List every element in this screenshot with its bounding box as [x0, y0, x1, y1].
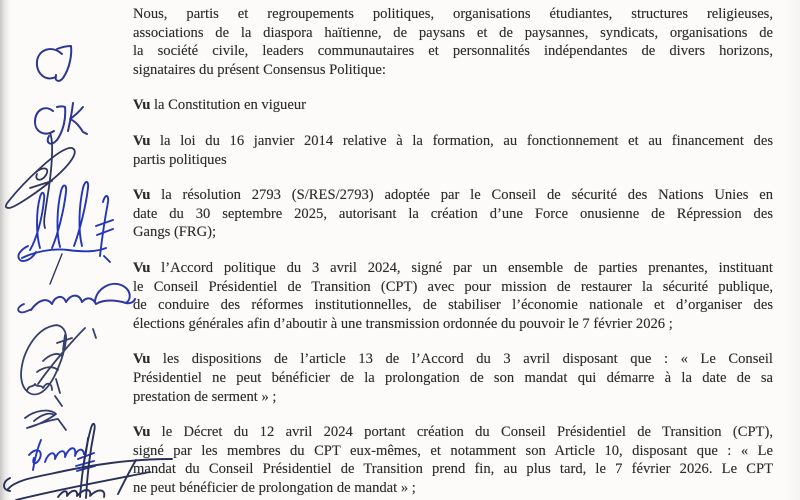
- vu-keyword: Vu: [133, 351, 151, 368]
- clause-text: le Décret du 12 avril 2024 portant création du Conseil Présidentiel de Transition (CPT),: [161, 424, 773, 441]
- vu-keyword: Vu: [133, 132, 151, 149]
- text-line: Présidentiel ne peut bénéficier de la prolongation de son mandat qui démarre à la date de sa: [133, 369, 773, 386]
- vu-keyword: Vu: [133, 97, 151, 114]
- signature-kolek: [29, 438, 95, 471]
- text-line: prestation de serment » ;: [133, 388, 277, 405]
- clause-text: les dispositions de l’article 13 de l’Accord du 3 avril disposant que : « Le Conseil: [162, 351, 773, 368]
- clause-vu-constitution: [133, 96, 773, 115]
- clause-vu-accord-3-avril: [133, 259, 773, 333]
- vu-keyword: Vu: [133, 424, 151, 441]
- text-line: [133, 96, 773, 115]
- text-line: [133, 350, 773, 369]
- clause-vu-loi-2014: [133, 132, 773, 169]
- clause-text: la résolution 2793 (S/RES/2793) adoptée par le Conseil de sécurité des Nations Unies en: [161, 187, 773, 204]
- text-line: [133, 259, 773, 278]
- document-text-column: [133, 5, 773, 497]
- text-line: associations de la diaspora haïtienne, de paysans et de paysannes, syndicats, organisations de: [133, 24, 773, 41]
- clause-text: la loi du 16 janvier 2014 relative à la formation, au fonctionnement et au financement des: [160, 132, 773, 149]
- text-line: ne peut bénéficier de prolongation de mandat » ;: [133, 479, 416, 496]
- initials-cjk-signature: [35, 103, 87, 144]
- text-line: mandat du Conseil Présidentiel de Transition prend fin, au plus tard, le 7 février 2026. Le CPT: [133, 461, 773, 478]
- clause-vu-article-13: [133, 350, 773, 406]
- paragraph-preamble: [133, 5, 773, 79]
- signature-oval: [21, 325, 96, 406]
- vu-keyword: Vu: [133, 187, 151, 204]
- text-line: élections générales afin d’aboutir à une transmission ordonnée du pouvoir le 7 février 2026 ;: [133, 315, 673, 332]
- clause-vu-resolution-2793: [133, 186, 773, 242]
- text-line: signataires du présent Consensus Politique:: [133, 61, 386, 78]
- text-line: [133, 132, 773, 151]
- signature-cursive-wave: [18, 284, 135, 313]
- text-line: [133, 186, 773, 205]
- clause-vu-decret-12-avril: [133, 423, 773, 497]
- signature-ribbon-small: [25, 411, 66, 430]
- text-line: de conduire des réformes institutionnelles, de stabiliser l’économie nationale et d’organiser des: [133, 297, 773, 314]
- text-line: date du 30 septembre 2025, autorisant la création d’une Force onusienne de Répression des: [133, 205, 773, 222]
- text-line: partis politiques: [133, 151, 227, 168]
- text-line: la société civile, leaders communautaires et personnalités indépendantes de divers horizons,: [133, 43, 773, 60]
- initials-cj-signature: [37, 46, 71, 81]
- vu-keyword: Vu: [133, 259, 151, 276]
- text-line: Nous, partis et regroupements politiques, organisations étudiantes, structures religieuses,: [133, 6, 773, 22]
- text-line: signé par les membres du CPT eux-mêmes, et notamment son Article 10, disposant que : « Le: [133, 442, 773, 459]
- text-line: [133, 423, 773, 442]
- signature-scrawl-large: [6, 133, 113, 284]
- text-line: le Conseil Présidentiel de Transition (CPT) avec pour mission de restaurer la sécurité publique,: [133, 278, 773, 295]
- clause-text: la Constitution en vigueur: [153, 97, 306, 114]
- text-line: Gangs (FRG);: [133, 224, 217, 241]
- clause-text: l’Accord politique du 3 avril 2024, signé par un ensemble de parties prenantes, instituant: [161, 259, 773, 276]
